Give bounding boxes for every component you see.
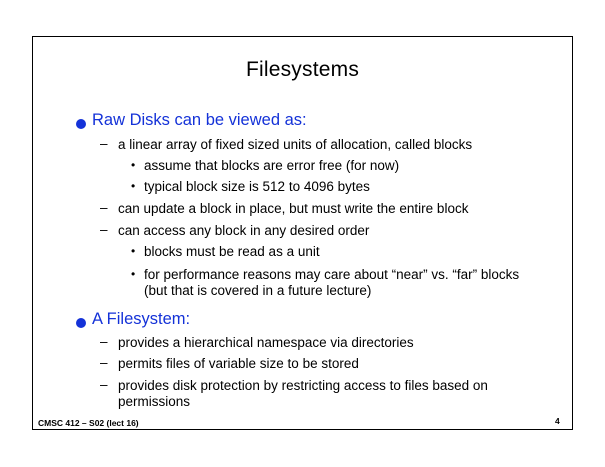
- dash-marker: –: [100, 200, 108, 215]
- list-item: can access any block in any desired order: [118, 223, 370, 238]
- sub-list-item: typical block size is 512 to 4096 bytes: [144, 179, 370, 194]
- slide-title: Filesystems: [245, 58, 360, 81]
- sub-bullet: •: [131, 244, 136, 258]
- sub-list-item: blocks must be read as a unit: [144, 244, 320, 259]
- sub-list-item: for performance reasons may care about “near” vs. “far” blocks (but that is covered in a future lecture): [144, 267, 520, 298]
- sub-bullet: •: [131, 179, 136, 193]
- list-item: provides a hierarchical namespace via directories: [118, 335, 414, 350]
- section-heading: Raw Disks can be viewed as:: [92, 111, 307, 129]
- dash-marker: –: [100, 355, 108, 370]
- section-bullet: [76, 119, 86, 129]
- dash-marker: –: [100, 334, 108, 349]
- sub-list-item: assume that blocks are error free (for now): [144, 158, 400, 173]
- page-number: 4: [555, 416, 560, 426]
- sub-bullet: •: [131, 267, 136, 281]
- dash-marker: –: [100, 222, 108, 237]
- slide-footer: CMSC 412 – S02 (lect 16): [38, 418, 139, 428]
- section-heading: A Filesystem:: [92, 310, 191, 328]
- dash-marker: –: [100, 136, 108, 151]
- sub-bullet: •: [131, 158, 136, 172]
- list-item: can update a block in place, but must write the entire block: [118, 201, 469, 216]
- list-item: a linear array of fixed sized units of allocation, called blocks: [118, 137, 473, 152]
- list-item: provides disk protection by restricting access to files based on permissions: [118, 378, 488, 409]
- dash-marker: –: [100, 377, 108, 392]
- section-bullet: [76, 318, 86, 328]
- list-item: permits files of variable size to be stored: [118, 356, 359, 371]
